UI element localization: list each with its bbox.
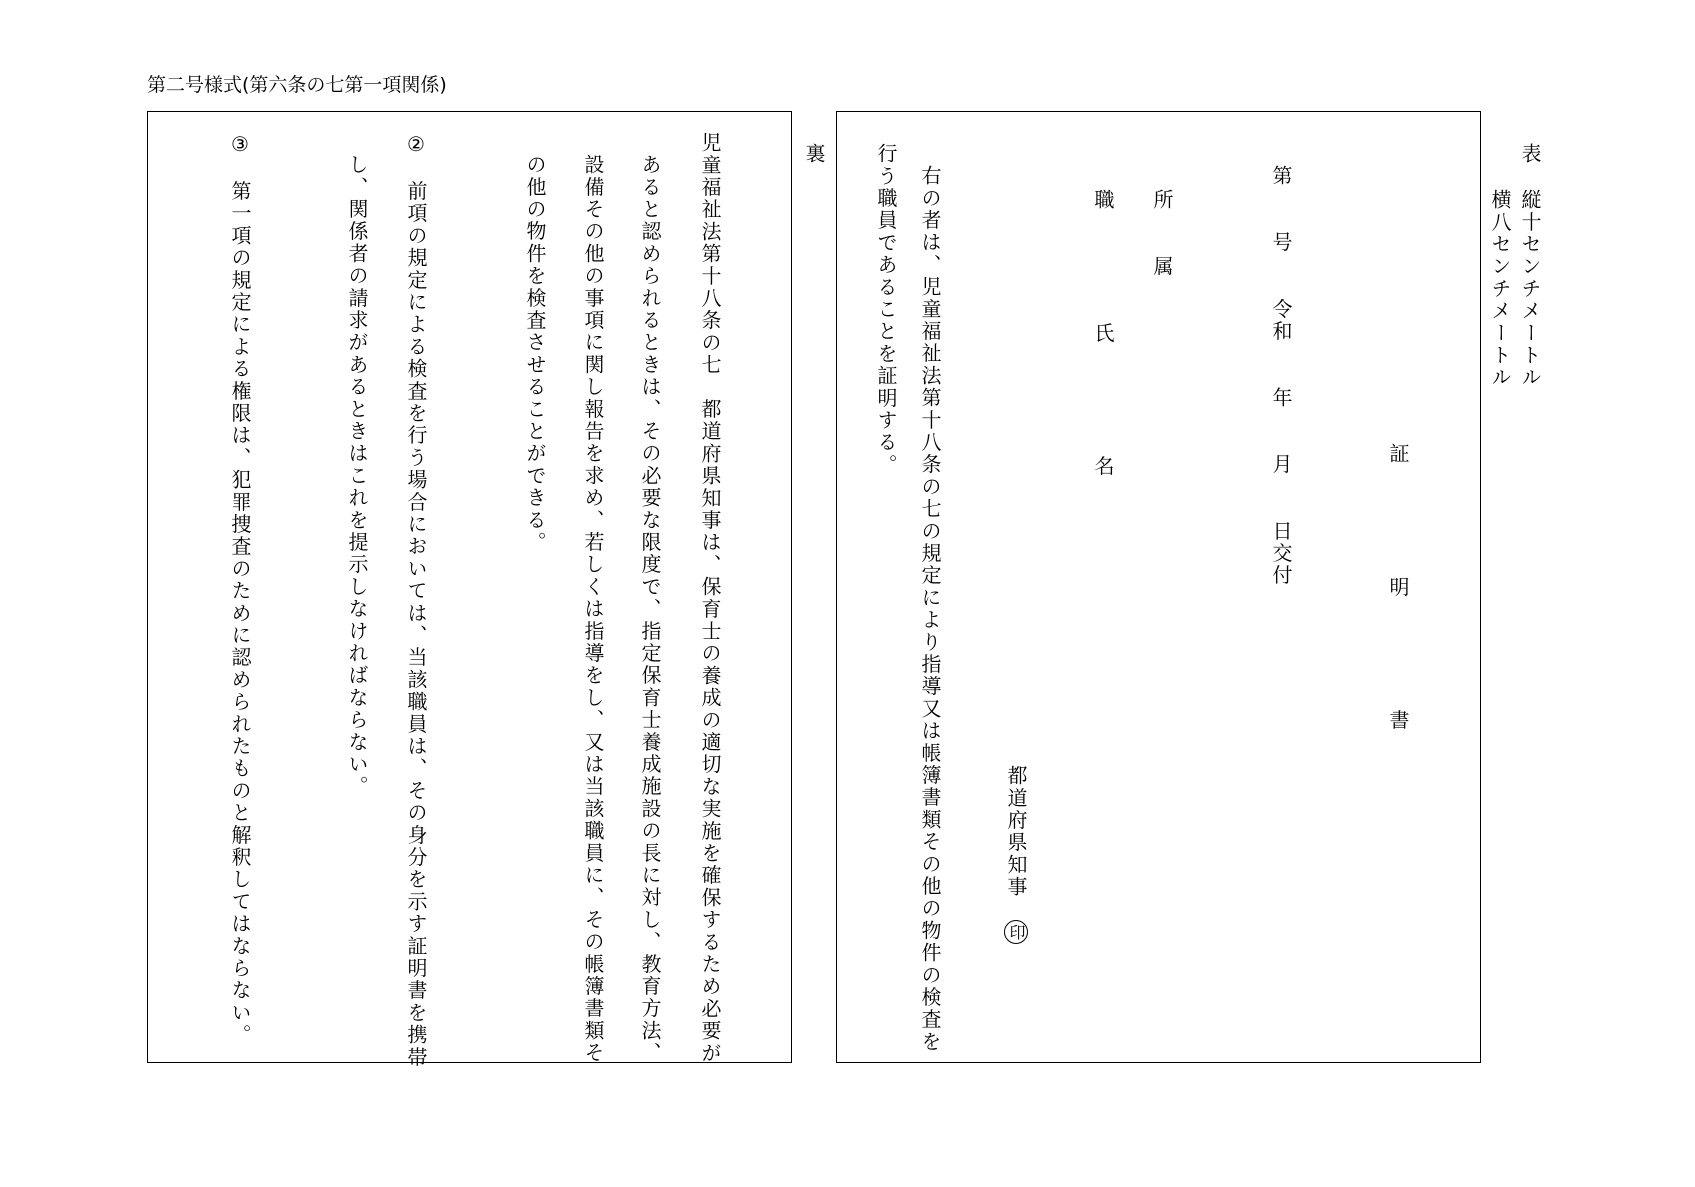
form-title: 第二号様式(第六条の七第一項関係)	[147, 74, 447, 96]
seal-mark: 印	[1004, 920, 1028, 944]
card-width-spec: 横八センチメートル	[1488, 189, 1512, 389]
certification-statement-line-2: 行う職員であることを証明する。	[874, 143, 898, 476]
article-paragraph-1-line-1: 児童福祉法第十八条の七 都道府県知事は、保育士の養成の適切な実施を確保するため必要が	[698, 132, 722, 1065]
certificate-number-date: 第 号 令和 年 月 日交付	[1269, 165, 1293, 587]
article-paragraph-1-line-2: あると認められるときは、その必要な限度で、指定保育士養成施設の長に対し、教育方法、	[638, 154, 662, 1065]
certificate-heading: 証 明 書	[1386, 443, 1410, 732]
article-paragraph-3: ③ 第一項の規定による権限は、犯罪捜査のために認められたものと解釈してはならない。	[228, 132, 252, 1047]
article-paragraph-1-line-3: 設備その他の事項に関し報告を求め、若しくは指導をし、又は当該職員に、その帳簿書類そ	[581, 154, 605, 1065]
article-paragraph-1-line-4: の他の物件を検査させることができる。	[523, 154, 547, 554]
front-side-label: 表	[1518, 143, 1542, 166]
card-height-spec: 縦十センチメートル	[1518, 189, 1542, 389]
name-label: 職 氏 名	[1091, 189, 1115, 478]
affiliation-label: 所 属	[1150, 189, 1174, 278]
issuer-title: 都道府県知事	[1004, 765, 1028, 899]
certification-statement-line-1: 右の者は、児童福祉法第十八条の七の規定により指導又は帳簿書類その他の物件の検査を	[918, 165, 942, 1053]
issuer	[1004, 765, 1028, 944]
article-paragraph-2-line-2: し、関係者の請求があるときはこれを提示しなければならない。	[345, 154, 369, 798]
article-paragraph-2-line-1: ② 前項の規定による検査を行う場合においては、当該職員は、その身分を示す証明書を携帯	[404, 132, 428, 1069]
back-side-label: 裏	[802, 143, 826, 166]
